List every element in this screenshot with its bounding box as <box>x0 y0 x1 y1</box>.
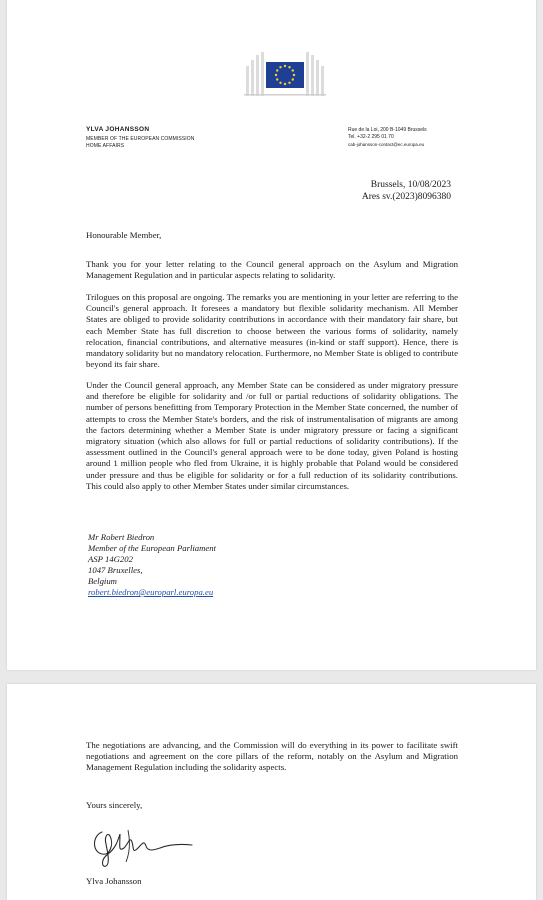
recipient-office: ASP 14G202 <box>88 554 133 564</box>
recipient-country: Belgium <box>88 576 117 586</box>
paragraph-1: Thank you for your letter relating to the Council general approach on the Asylum and Migration Management Regulation and in particular aspects relating to solidarity. <box>86 259 458 281</box>
letter-page-1 <box>7 0 536 670</box>
signatory-name: Ylva Johansson <box>86 876 142 886</box>
letter-date: Brussels, 10/08/2023 <box>370 180 451 190</box>
paragraph-2: Trilogues on this proposal are ongoing. The remarks you are mentioning in your letter are referring to the Council's general approach. It foresees a mandatory but flexible solidarity mechanism. All Member States are obliged to provide solidarity contributions in accordance with their mandatory fair share, but each Member State has full discretion to choose between the various forms of solidarity, namely relocation, financial contributions, and alternative measures (in-kind or staff support). Hence, there is mandatory solidarity but no mandatory relocation. Furthermore, no Member State is obliged to contribute beyond its fair share. <box>86 292 458 370</box>
recipient-email-link[interactable]: robert.biedron@europarl.europa.eu <box>88 587 214 597</box>
letter-reference: Ares sv.(2023)8096380 <box>361 191 451 202</box>
recipient-name: Mr Robert Biedron <box>88 532 155 542</box>
sender-address <box>348 127 427 148</box>
date-reference-block <box>362 180 451 203</box>
recipient-role: Member of the European Parliament <box>88 543 217 553</box>
recipient-city: 1047 Bruxelles, <box>88 565 143 575</box>
closing: Yours sincerely, <box>86 800 143 810</box>
letter-page-2 <box>7 684 536 900</box>
paragraph-4: The negotiations are advancing, and the Commission will do everything in its power to facilitate swift negotiations and agreement on the core pillars of the reform, notably on the Asylum and Migration Management Regulation including the solidarity aspects. <box>86 740 458 773</box>
sender-title: MEMBER OF THE EUROPEAN COMMISSION <box>86 136 195 142</box>
handwritten-signature <box>88 822 198 870</box>
address-phone: Tel. +32-2 295 01 70 <box>348 134 394 140</box>
address-street: Rue de la Loi, 200 B-1049 Brussels <box>348 127 427 133</box>
recipient-block <box>88 532 216 598</box>
sender-block <box>86 126 195 149</box>
salutation: Honourable Member, <box>86 230 162 240</box>
sender-department: HOME AFFAIRS <box>86 142 125 149</box>
address-email: cab-johansson-contact@ec.europa.eu <box>348 142 425 147</box>
sender-name: YLVA JOHANSSON <box>86 126 150 133</box>
paragraph-3: Under the Council general approach, any Member State can be considered as under migratory pressure and therefore be eligible for solidarity and /or full or partial reductions of solidarity obligations. The number of persons benefitting from Temporary Protection in the Member State concerned, the number of attempts to cross the Member State's borders, and the risk of instrumentalisation of migrants are among the factors determining whether a Member State is under migratory pressure or facing a significant migratory situation (which also allows for full or partial reductions of solidarity contributions). If the assessment outlined in the Council's general approach were to be done today, given Poland is hosting around 1 million people who fled from Ukraine, it is highly probable that Poland would be considered under pressure and thus be eligible for solidarity or for a full reduction of its solidarity contributions. This could also apply to other Member States under similar circumstances. <box>86 380 458 491</box>
european-commission-logo <box>240 50 330 98</box>
